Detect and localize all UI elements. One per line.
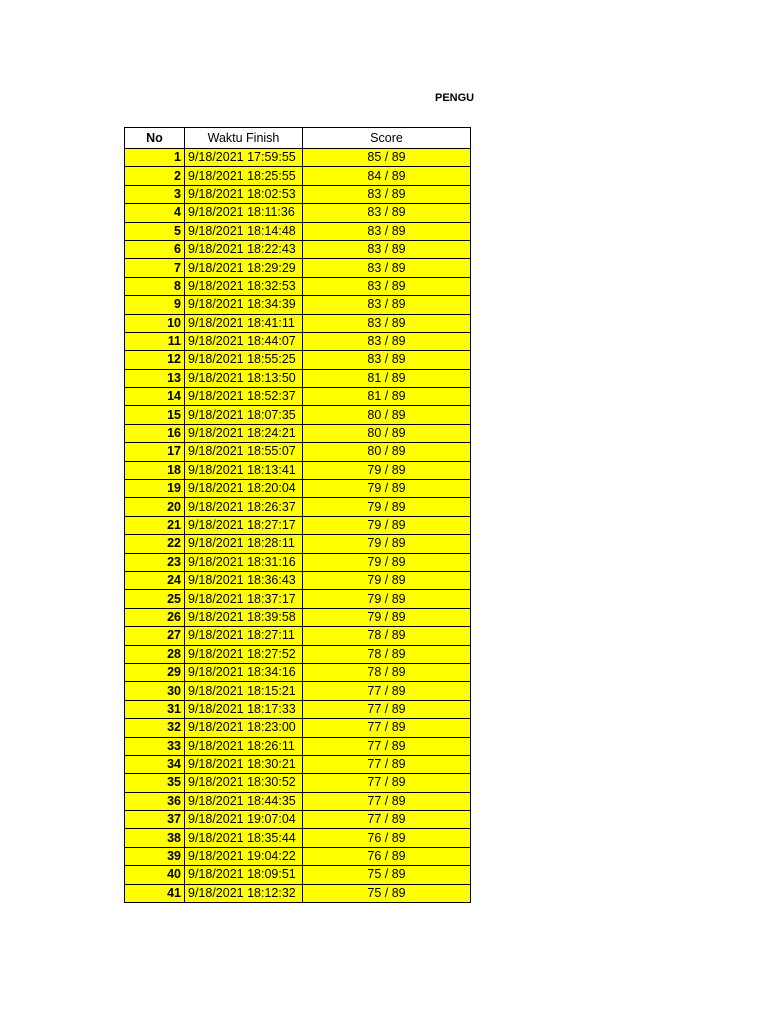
finish-time: 9/18/2021 18:26:11 (185, 737, 303, 755)
table-row (125, 351, 471, 369)
score-value: 84 / 89 (303, 167, 471, 185)
row-number: 6 (125, 240, 185, 258)
table-row (125, 296, 471, 314)
finish-time: 9/18/2021 18:02:53 (185, 185, 303, 203)
table-row (125, 884, 471, 902)
score-value: 76 / 89 (303, 829, 471, 847)
score-value: 79 / 89 (303, 480, 471, 498)
row-number: 3 (125, 185, 185, 203)
row-number: 4 (125, 204, 185, 222)
score-value: 77 / 89 (303, 774, 471, 792)
row-number: 35 (125, 774, 185, 792)
row-number: 37 (125, 811, 185, 829)
score-value: 78 / 89 (303, 663, 471, 681)
finish-time: 9/18/2021 18:11:36 (185, 204, 303, 222)
score-value: 80 / 89 (303, 406, 471, 424)
row-number: 17 (125, 443, 185, 461)
finish-time: 9/18/2021 18:15:21 (185, 682, 303, 700)
score-value: 76 / 89 (303, 847, 471, 865)
finish-time: 9/18/2021 18:41:11 (185, 314, 303, 332)
table-row (125, 443, 471, 461)
score-value: 79 / 89 (303, 498, 471, 516)
row-number: 31 (125, 700, 185, 718)
finish-time: 9/18/2021 18:13:50 (185, 369, 303, 387)
finish-time: 9/18/2021 18:27:52 (185, 645, 303, 663)
finish-time: 9/18/2021 18:34:39 (185, 296, 303, 314)
score-value: 79 / 89 (303, 608, 471, 626)
table-row (125, 535, 471, 553)
score-value: 81 / 89 (303, 369, 471, 387)
table-row (125, 185, 471, 203)
finish-time: 9/18/2021 18:55:25 (185, 351, 303, 369)
row-number: 39 (125, 847, 185, 865)
score-value: 77 / 89 (303, 737, 471, 755)
score-value: 80 / 89 (303, 424, 471, 442)
table-row (125, 829, 471, 847)
finish-time: 9/18/2021 18:27:17 (185, 516, 303, 534)
table-row (125, 149, 471, 167)
table-header-row (125, 128, 471, 149)
table-row (125, 369, 471, 387)
header-score: Score (303, 128, 471, 149)
score-value: 77 / 89 (303, 719, 471, 737)
row-number: 27 (125, 627, 185, 645)
finish-time: 9/18/2021 19:04:22 (185, 847, 303, 865)
table-row (125, 424, 471, 442)
finish-time: 9/18/2021 18:07:35 (185, 406, 303, 424)
row-number: 22 (125, 535, 185, 553)
table-row (125, 847, 471, 865)
finish-time: 9/18/2021 18:44:07 (185, 332, 303, 350)
row-number: 12 (125, 351, 185, 369)
finish-time: 9/18/2021 18:17:33 (185, 700, 303, 718)
score-value: 77 / 89 (303, 792, 471, 810)
finish-time: 9/18/2021 18:26:37 (185, 498, 303, 516)
row-number: 30 (125, 682, 185, 700)
row-number: 24 (125, 571, 185, 589)
row-number: 19 (125, 480, 185, 498)
table-row (125, 332, 471, 350)
score-value: 83 / 89 (303, 185, 471, 203)
table-row (125, 700, 471, 718)
table-row (125, 792, 471, 810)
row-number: 15 (125, 406, 185, 424)
table-row (125, 645, 471, 663)
score-value: 83 / 89 (303, 314, 471, 332)
row-number: 38 (125, 829, 185, 847)
table-row (125, 571, 471, 589)
table-row (125, 627, 471, 645)
table-row (125, 461, 471, 479)
finish-time: 9/18/2021 18:39:58 (185, 608, 303, 626)
table-row (125, 277, 471, 295)
table-row (125, 240, 471, 258)
score-value: 79 / 89 (303, 516, 471, 534)
finish-time: 9/18/2021 18:52:37 (185, 388, 303, 406)
row-number: 8 (125, 277, 185, 295)
finish-time: 9/18/2021 18:35:44 (185, 829, 303, 847)
header-no: No (125, 128, 185, 149)
table-row (125, 663, 471, 681)
table-row (125, 480, 471, 498)
score-value: 78 / 89 (303, 645, 471, 663)
header-waktu-finish: Waktu Finish (185, 128, 303, 149)
row-number: 41 (125, 884, 185, 902)
table-row (125, 406, 471, 424)
row-number: 18 (125, 461, 185, 479)
finish-time: 9/18/2021 18:14:48 (185, 222, 303, 240)
row-number: 5 (125, 222, 185, 240)
row-number: 10 (125, 314, 185, 332)
table-row (125, 737, 471, 755)
score-value: 79 / 89 (303, 571, 471, 589)
score-value: 79 / 89 (303, 461, 471, 479)
table-row (125, 498, 471, 516)
table-row (125, 811, 471, 829)
finish-time: 9/18/2021 18:28:11 (185, 535, 303, 553)
score-value: 77 / 89 (303, 700, 471, 718)
row-number: 28 (125, 645, 185, 663)
score-value: 83 / 89 (303, 332, 471, 350)
score-value: 83 / 89 (303, 296, 471, 314)
finish-time: 9/18/2021 18:09:51 (185, 866, 303, 884)
score-value: 83 / 89 (303, 277, 471, 295)
finish-time: 9/18/2021 18:29:29 (185, 259, 303, 277)
row-number: 26 (125, 608, 185, 626)
row-number: 20 (125, 498, 185, 516)
row-number: 34 (125, 755, 185, 773)
finish-time: 9/18/2021 18:37:17 (185, 590, 303, 608)
finish-time: 9/18/2021 18:12:32 (185, 884, 303, 902)
score-value: 83 / 89 (303, 240, 471, 258)
score-value: 79 / 89 (303, 535, 471, 553)
finish-time: 9/18/2021 18:31:16 (185, 553, 303, 571)
finish-time: 9/18/2021 18:30:21 (185, 755, 303, 773)
finish-time: 9/18/2021 18:32:53 (185, 277, 303, 295)
row-number: 7 (125, 259, 185, 277)
score-value: 78 / 89 (303, 627, 471, 645)
row-number: 16 (125, 424, 185, 442)
score-value: 77 / 89 (303, 811, 471, 829)
row-number: 25 (125, 590, 185, 608)
score-value: 77 / 89 (303, 755, 471, 773)
table-row (125, 866, 471, 884)
finish-time: 9/18/2021 19:07:04 (185, 811, 303, 829)
score-value: 77 / 89 (303, 682, 471, 700)
score-value: 83 / 89 (303, 222, 471, 240)
finish-time: 9/18/2021 18:13:41 (185, 461, 303, 479)
row-number: 40 (125, 866, 185, 884)
finish-time: 9/18/2021 18:55:07 (185, 443, 303, 461)
row-number: 11 (125, 332, 185, 350)
score-value: 80 / 89 (303, 443, 471, 461)
row-number: 9 (125, 296, 185, 314)
table-row (125, 719, 471, 737)
score-value: 81 / 89 (303, 388, 471, 406)
score-value: 83 / 89 (303, 259, 471, 277)
table-row (125, 167, 471, 185)
row-number: 33 (125, 737, 185, 755)
table-row (125, 682, 471, 700)
table-row (125, 553, 471, 571)
score-value: 79 / 89 (303, 553, 471, 571)
score-value: 79 / 89 (303, 590, 471, 608)
finish-time: 9/18/2021 17:59:55 (185, 149, 303, 167)
row-number: 1 (125, 149, 185, 167)
score-value: 75 / 89 (303, 866, 471, 884)
score-value: 75 / 89 (303, 884, 471, 902)
document-title: PENGU (435, 92, 475, 104)
row-number: 29 (125, 663, 185, 681)
table-row (125, 204, 471, 222)
finish-time: 9/18/2021 18:20:04 (185, 480, 303, 498)
table-body (125, 149, 471, 903)
finish-time: 9/18/2021 18:34:16 (185, 663, 303, 681)
row-number: 36 (125, 792, 185, 810)
table-row (125, 259, 471, 277)
row-number: 14 (125, 388, 185, 406)
table-row (125, 755, 471, 773)
table-row (125, 516, 471, 534)
table-row (125, 608, 471, 626)
title-clip (420, 90, 475, 110)
score-value: 83 / 89 (303, 351, 471, 369)
score-value: 83 / 89 (303, 204, 471, 222)
score-value: 85 / 89 (303, 149, 471, 167)
finish-time: 9/18/2021 18:27:11 (185, 627, 303, 645)
row-number: 13 (125, 369, 185, 387)
finish-time: 9/18/2021 18:44:35 (185, 792, 303, 810)
results-table (124, 127, 471, 903)
finish-time: 9/18/2021 18:25:55 (185, 167, 303, 185)
finish-time: 9/18/2021 18:24:21 (185, 424, 303, 442)
finish-time: 9/18/2021 18:36:43 (185, 571, 303, 589)
row-number: 2 (125, 167, 185, 185)
table-row (125, 222, 471, 240)
row-number: 32 (125, 719, 185, 737)
table-row (125, 590, 471, 608)
table-row (125, 774, 471, 792)
finish-time: 9/18/2021 18:23:00 (185, 719, 303, 737)
table-row (125, 314, 471, 332)
finish-time: 9/18/2021 18:30:52 (185, 774, 303, 792)
finish-time: 9/18/2021 18:22:43 (185, 240, 303, 258)
row-number: 23 (125, 553, 185, 571)
table-row (125, 388, 471, 406)
row-number: 21 (125, 516, 185, 534)
